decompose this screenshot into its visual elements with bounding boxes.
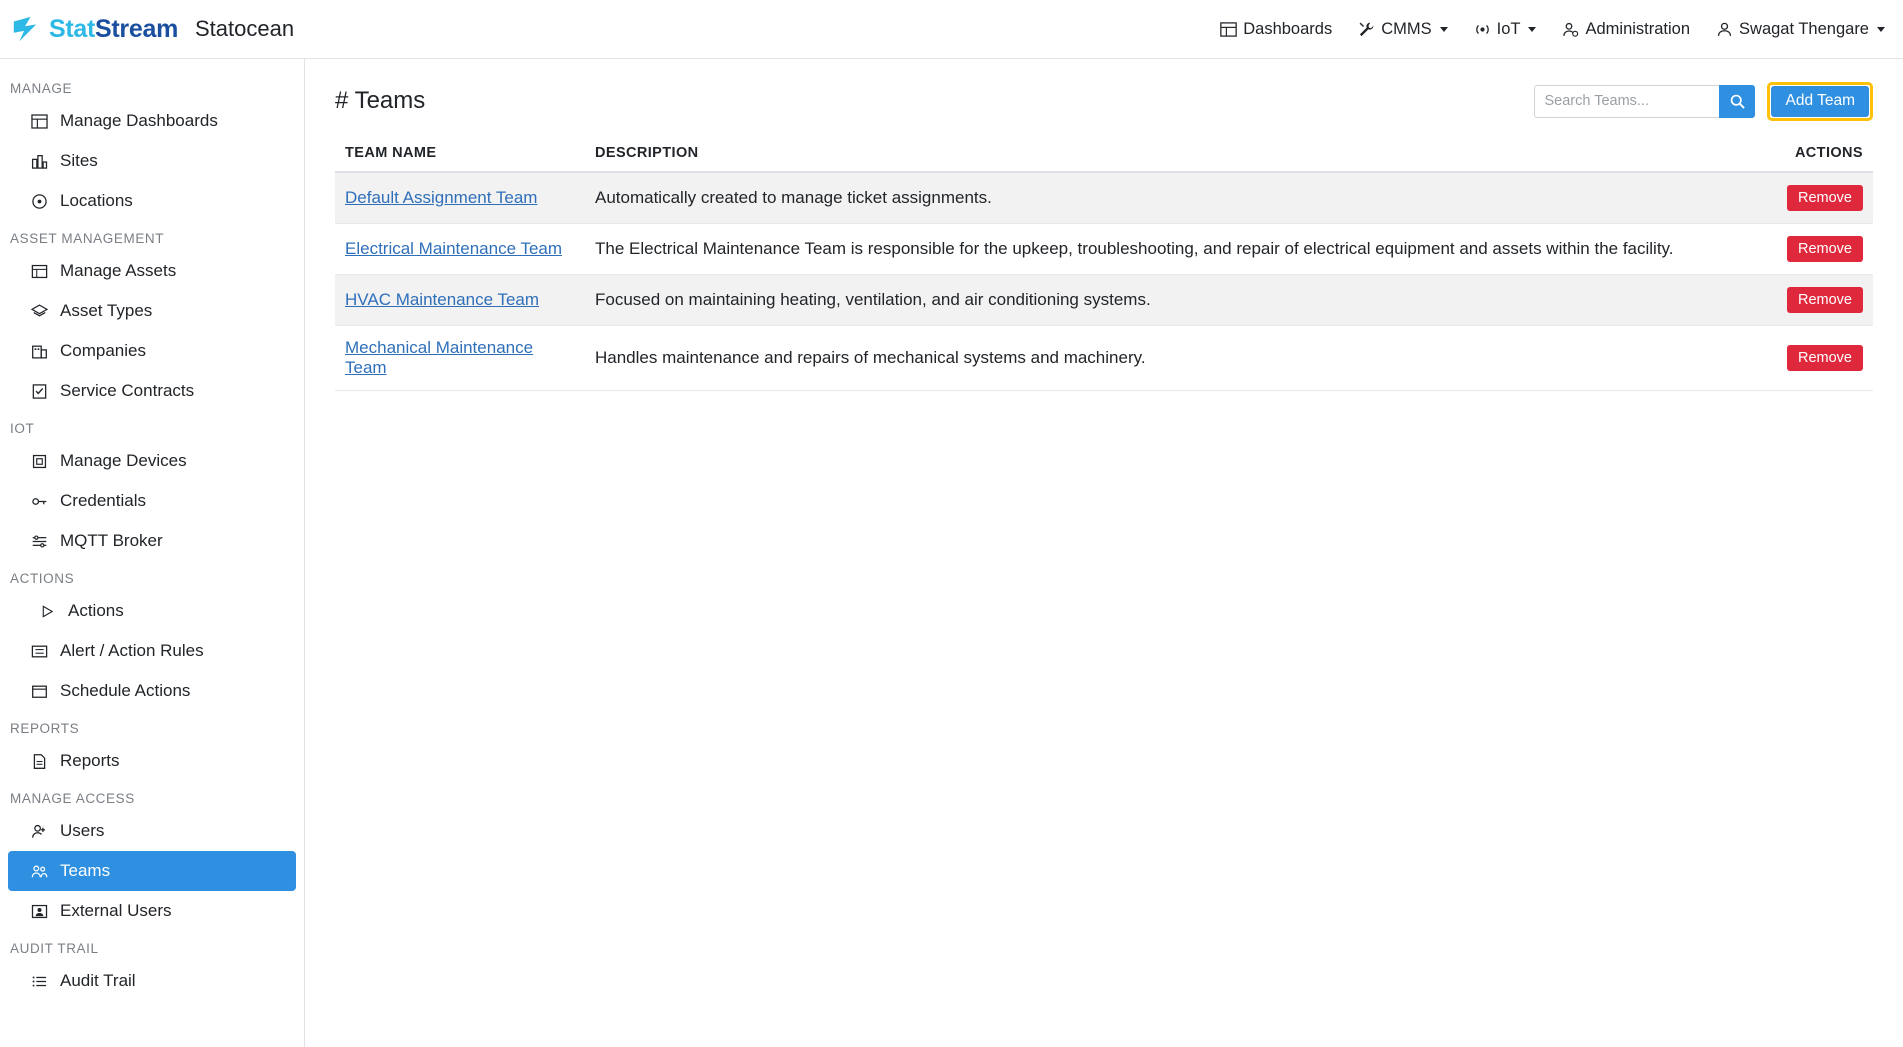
- sidebar-label: External Users: [60, 901, 172, 920]
- sidebar-item-alert-action-rules[interactable]: [8, 631, 296, 671]
- sidebar-item-users[interactable]: [8, 811, 296, 851]
- nav-label-iot: IoT: [1496, 19, 1521, 38]
- nav-label-user: Swagat Thengare: [1739, 19, 1869, 38]
- search-group: [1534, 85, 1755, 118]
- sidebar-item-manage-dashboards[interactable]: [8, 101, 296, 141]
- remove-button[interactable]: Remove: [1787, 185, 1863, 211]
- sidebar-label: Reports: [60, 751, 120, 770]
- sidebar-label: Users: [60, 821, 105, 840]
- play-icon: [38, 602, 57, 621]
- external-user-icon: [30, 902, 49, 921]
- top-navbar: [0, 0, 1903, 59]
- user-icon: [1716, 21, 1733, 38]
- navbar-menu: [1220, 20, 1885, 39]
- list-icon: [30, 972, 49, 991]
- sidebar-label: Actions: [68, 601, 124, 620]
- chevron-down-icon: [1877, 27, 1885, 32]
- user-add-icon: [30, 822, 49, 841]
- brand-name-second: Stream: [95, 14, 178, 43]
- teams-table: [335, 139, 1873, 391]
- nav-label-cmms: CMMS: [1381, 19, 1432, 38]
- teams-table-head: [335, 139, 1873, 172]
- nav-label-administration: Administration: [1585, 19, 1691, 38]
- table-row: [335, 275, 1873, 326]
- sidebar-section-audit-trail: AUDIT TRAIL: [10, 941, 99, 956]
- chevron-down-icon: [1440, 27, 1448, 32]
- cell-team-name: [335, 275, 585, 326]
- calendar-icon: [30, 682, 49, 701]
- sidebar-label: Manage Devices: [60, 451, 187, 470]
- sidebar-item-actions[interactable]: [8, 591, 296, 631]
- table-row: [335, 172, 1873, 224]
- team-link[interactable]: Mechanical Maintenance Team: [345, 338, 534, 377]
- sidebar-label: MQTT Broker: [60, 531, 163, 550]
- location-pin-icon: [30, 192, 49, 211]
- team-link[interactable]: HVAC Maintenance Team: [345, 290, 540, 309]
- key-icon: [30, 492, 49, 511]
- signal-icon: [1474, 21, 1491, 38]
- nav-item-dashboards[interactable]: [1220, 20, 1332, 39]
- app-title: Statocean: [195, 16, 295, 41]
- device-icon: [30, 452, 49, 471]
- sidebar-label: Asset Types: [60, 301, 153, 320]
- cell-team-name: [335, 172, 585, 224]
- assets-icon: [30, 262, 49, 281]
- page-header-actions: [1534, 82, 1873, 121]
- sidebar-item-sites[interactable]: [8, 141, 296, 181]
- table-row: [335, 326, 1873, 391]
- chevron-down-icon: [1528, 27, 1536, 32]
- sidebar-label: Audit Trail: [60, 971, 136, 990]
- teams-icon: [30, 862, 49, 881]
- brand[interactable]: [10, 14, 178, 44]
- team-link[interactable]: Default Assignment Team: [345, 188, 538, 207]
- table-header-row: [335, 139, 1873, 172]
- sidebar-item-asset-types[interactable]: [8, 291, 296, 331]
- cell-description: Handles maintenance and repairs of mechanical systems and machinery.: [585, 326, 1753, 391]
- sidebar-item-mqtt-broker[interactable]: [8, 521, 296, 561]
- page-layout: [0, 59, 1903, 1047]
- sidebar-section-actions: ACTIONS: [10, 571, 75, 586]
- brand-name: [49, 15, 178, 44]
- wrench-icon: [1358, 21, 1375, 38]
- sidebar-item-manage-devices[interactable]: [8, 441, 296, 481]
- col-header-description: DESCRIPTION: [585, 139, 1753, 172]
- sidebar-item-service-contracts[interactable]: [8, 371, 296, 411]
- nav-item-user-menu[interactable]: [1716, 20, 1885, 39]
- sidebar-section-manage-access: MANAGE ACCESS: [10, 791, 135, 806]
- sidebar-item-companies[interactable]: [8, 331, 296, 371]
- cell-description: Focused on maintaining heating, ventilation, and air conditioning systems.: [585, 275, 1753, 326]
- sidebar-label: Manage Assets: [60, 261, 177, 280]
- sidebar-section-manage: MANAGE: [10, 81, 73, 96]
- report-icon: [30, 752, 49, 771]
- cell-actions: [1753, 172, 1873, 224]
- search-button[interactable]: [1719, 85, 1755, 118]
- page-header: [335, 81, 1873, 121]
- nav-item-administration[interactable]: [1562, 20, 1690, 39]
- rules-icon: [30, 642, 49, 661]
- page-title: # Teams: [335, 87, 426, 114]
- sidebar-item-audit-trail[interactable]: [8, 961, 296, 1001]
- broker-icon: [30, 532, 49, 551]
- remove-button[interactable]: Remove: [1787, 345, 1863, 371]
- admin-user-icon: [1562, 21, 1579, 38]
- teams-table-body: [335, 172, 1873, 391]
- main-content: [305, 59, 1903, 1047]
- grid-icon: [30, 112, 49, 131]
- sidebar-label: Credentials: [60, 491, 146, 510]
- search-icon: [1729, 93, 1746, 110]
- search-input[interactable]: [1534, 85, 1719, 118]
- dashboard-icon: [1220, 21, 1237, 38]
- cell-team-name: [335, 326, 585, 391]
- sidebar-item-manage-assets[interactable]: [8, 251, 296, 291]
- layers-icon: [30, 302, 49, 321]
- sidebar-label: Alert / Action Rules: [60, 641, 204, 660]
- contract-icon: [30, 382, 49, 401]
- remove-button[interactable]: Remove: [1787, 236, 1863, 262]
- col-header-team-name: TEAM NAME: [335, 139, 585, 172]
- sidebar-label: Companies: [60, 341, 146, 360]
- cell-team-name: [335, 224, 585, 275]
- sidebar-item-locations[interactable]: [8, 181, 296, 221]
- cell-actions: [1753, 275, 1873, 326]
- sidebar-label: Service Contracts: [60, 381, 195, 400]
- sidebar-section-reports: REPORTS: [10, 721, 80, 736]
- sidebar-item-credentials[interactable]: [8, 481, 296, 521]
- team-link[interactable]: Electrical Maintenance Team: [345, 239, 563, 258]
- sidebar-item-reports[interactable]: [8, 741, 296, 781]
- sidebar-label: Manage Dashboards: [60, 111, 218, 130]
- cell-description: Automatically created to manage ticket assignments.: [585, 172, 1753, 224]
- nav-label-dashboards: Dashboards: [1243, 19, 1333, 38]
- logo-icon: [10, 14, 40, 44]
- brand-name-first: Stat: [49, 14, 96, 43]
- cell-description: The Electrical Maintenance Team is responsible for the upkeep, troubleshooting, and repair of electrical equipment and assets within the facility.: [585, 224, 1753, 275]
- sidebar-item-external-users[interactable]: [8, 891, 296, 931]
- nav-item-iot[interactable]: [1474, 20, 1537, 39]
- add-team-highlight: [1767, 82, 1873, 121]
- sidebar-section-iot: IOT: [10, 421, 35, 436]
- sidebar-label: Sites: [60, 151, 98, 170]
- sidebar-section-asset-management: ASSET MANAGEMENT: [10, 231, 165, 246]
- sidebar-label: Schedule Actions: [60, 681, 191, 700]
- company-icon: [30, 342, 49, 361]
- col-header-actions: ACTIONS: [1753, 139, 1873, 172]
- add-team-button[interactable]: Add Team: [1771, 86, 1869, 117]
- building-icon: [30, 152, 49, 171]
- remove-button[interactable]: Remove: [1787, 287, 1863, 313]
- table-row: [335, 224, 1873, 275]
- sidebar-item-teams[interactable]: [8, 851, 296, 891]
- sidebar-label: Locations: [60, 191, 133, 210]
- sidebar-label: Teams: [60, 861, 111, 880]
- cell-actions: [1753, 224, 1873, 275]
- cell-actions: [1753, 326, 1873, 391]
- sidebar: [0, 59, 305, 1047]
- nav-item-cmms[interactable]: [1358, 20, 1447, 39]
- sidebar-item-schedule-actions[interactable]: [8, 671, 296, 711]
